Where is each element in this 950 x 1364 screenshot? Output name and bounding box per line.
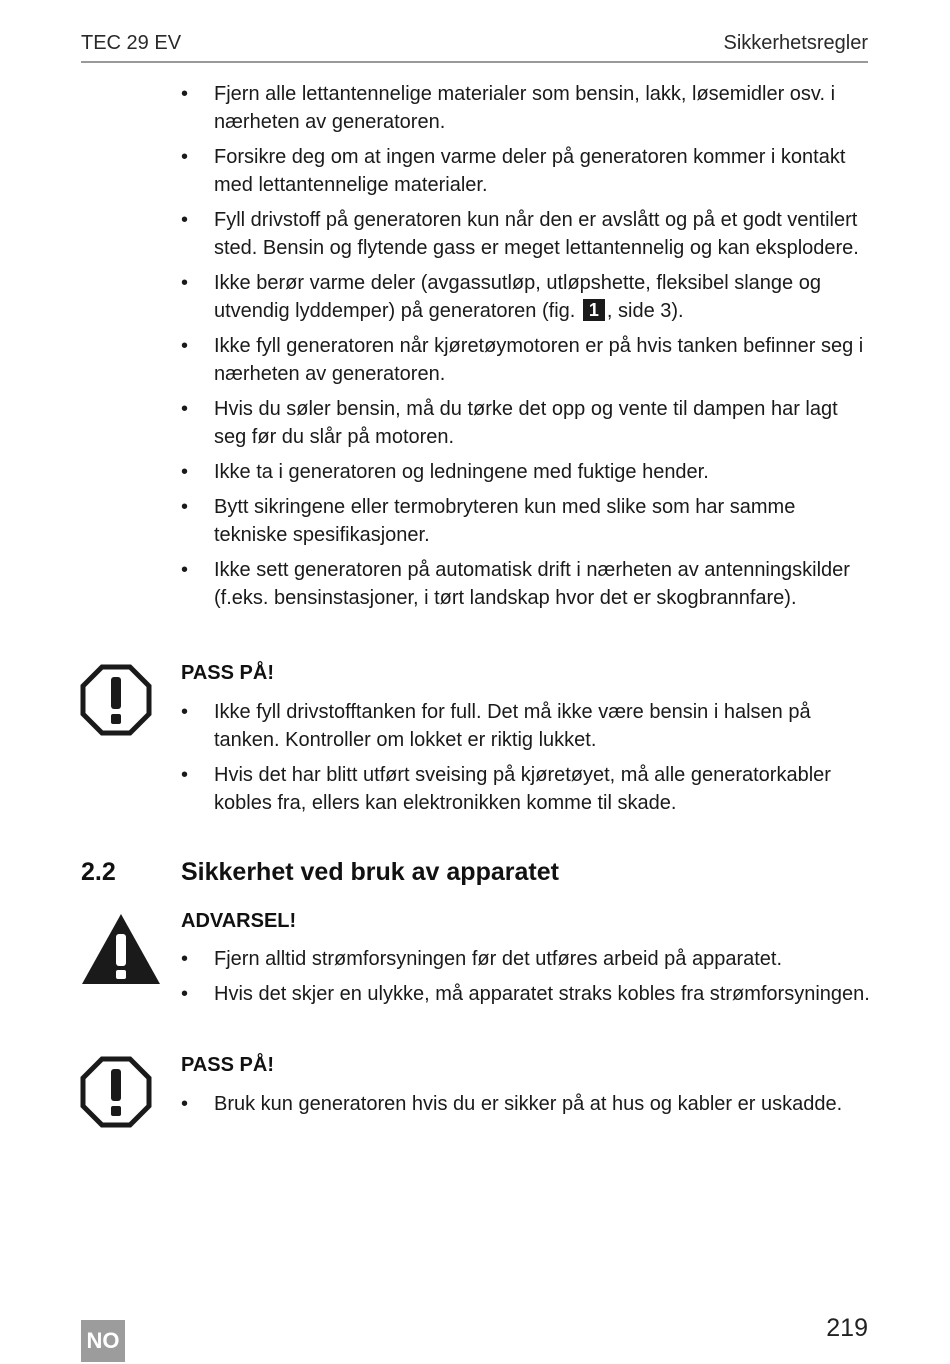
list-item: • Forsikre deg om at ingen varme deler på generatoren kommer i kontakt med lettantennelige materialer.	[181, 143, 871, 199]
list-item: • Fjern alle lettantennelige materialer som bensin, lakk, løsemidler osv. i nærheten av generatoren.	[181, 80, 871, 136]
section-number: 2.2	[81, 858, 116, 886]
section-title: Sikkerhet ved bruk av apparatet	[181, 858, 559, 886]
notice-bullet-list	[181, 1090, 871, 1125]
language-tab: NO	[81, 1320, 125, 1362]
safety-bullet-list	[181, 80, 871, 619]
bullet-icon: •	[181, 209, 189, 231]
list-item: • Fjern alltid strømforsyningen før det utføres arbeid på apparatet.	[181, 945, 871, 973]
list-item: • Ikke berør varme deler (avgassutløp, utløpshette, fleksibel slange og utvendig lyddemper) på generatoren (fig. 1 , side 3).	[181, 269, 871, 325]
bullet-icon: •	[181, 701, 189, 723]
bullet-icon: •	[181, 146, 189, 168]
page-number: 219	[826, 1314, 868, 1342]
list-item: • Hvis det har blitt utført sveising på kjøretøyet, må alle generatorkabler kobles fra, ellers kan elektronikken komme til skade.	[181, 761, 871, 817]
figure-reference-badge: 1	[583, 299, 605, 321]
page-header	[81, 30, 868, 63]
bullet-icon: •	[181, 461, 189, 483]
warning-heading: ADVARSEL!	[181, 910, 297, 932]
bullet-icon: •	[181, 272, 189, 294]
list-item: • Ikke sett generatoren på automatisk drift i nærheten av antenningskilder (f.eks. bensinstasjoner, i tørt landskap hvor det er skogbrannfare).	[181, 556, 871, 612]
notice-octagon-icon	[80, 1056, 152, 1128]
bullet-icon: •	[181, 764, 189, 786]
list-item: • Ikke ta i generatoren og ledningene med fuktige hender.	[181, 458, 871, 486]
bullet-icon: •	[181, 398, 189, 420]
header-model: TEC 29 EV	[81, 32, 182, 54]
bullet-icon: •	[181, 948, 189, 970]
notice-heading: PASS PÅ!	[181, 662, 274, 684]
list-item: • Bytt sikringene eller termobryteren kun med slike som har samme tekniske spesifikasjoner.	[181, 493, 871, 549]
notice-heading: PASS PÅ!	[181, 1054, 274, 1076]
bullet-icon: •	[181, 983, 189, 1005]
notice-octagon-icon	[80, 664, 152, 736]
list-item: • Hvis det skjer en ulykke, må apparatet straks kobles fra strømforsyningen.	[181, 980, 871, 1008]
list-item: • Hvis du søler bensin, må du tørke det opp og vente til dampen har lagt seg før du slår på motoren.	[181, 395, 871, 451]
list-item: • Fyll drivstoff på generatoren kun når den er avslått og på et godt ventilert sted. Bensin og flytende gass er meget lettantennelig og kan eksplodere.	[181, 206, 871, 262]
bullet-icon: •	[181, 496, 189, 518]
warning-triangle-icon	[80, 912, 162, 986]
bullet-icon: •	[181, 1093, 189, 1115]
notice-bullet-list	[181, 698, 871, 824]
list-item: • Bruk kun generatoren hvis du er sikker på at hus og kabler er uskadde.	[181, 1090, 871, 1118]
list-item: • Ikke fyll drivstofftanken for full. Det må ikke være bensin i halsen på tanken. Kontroller om lokket er riktig lukket.	[181, 698, 871, 754]
list-item: • Ikke fyll generatoren når kjøretøymotoren er på hvis tanken befinner seg i nærheten av generatoren.	[181, 332, 871, 388]
bullet-icon: •	[181, 335, 189, 357]
header-chapter: Sikkerhetsregler	[723, 32, 868, 54]
bullet-icon: •	[181, 559, 189, 581]
warning-bullet-list	[181, 945, 871, 1015]
bullet-icon: •	[181, 83, 189, 105]
